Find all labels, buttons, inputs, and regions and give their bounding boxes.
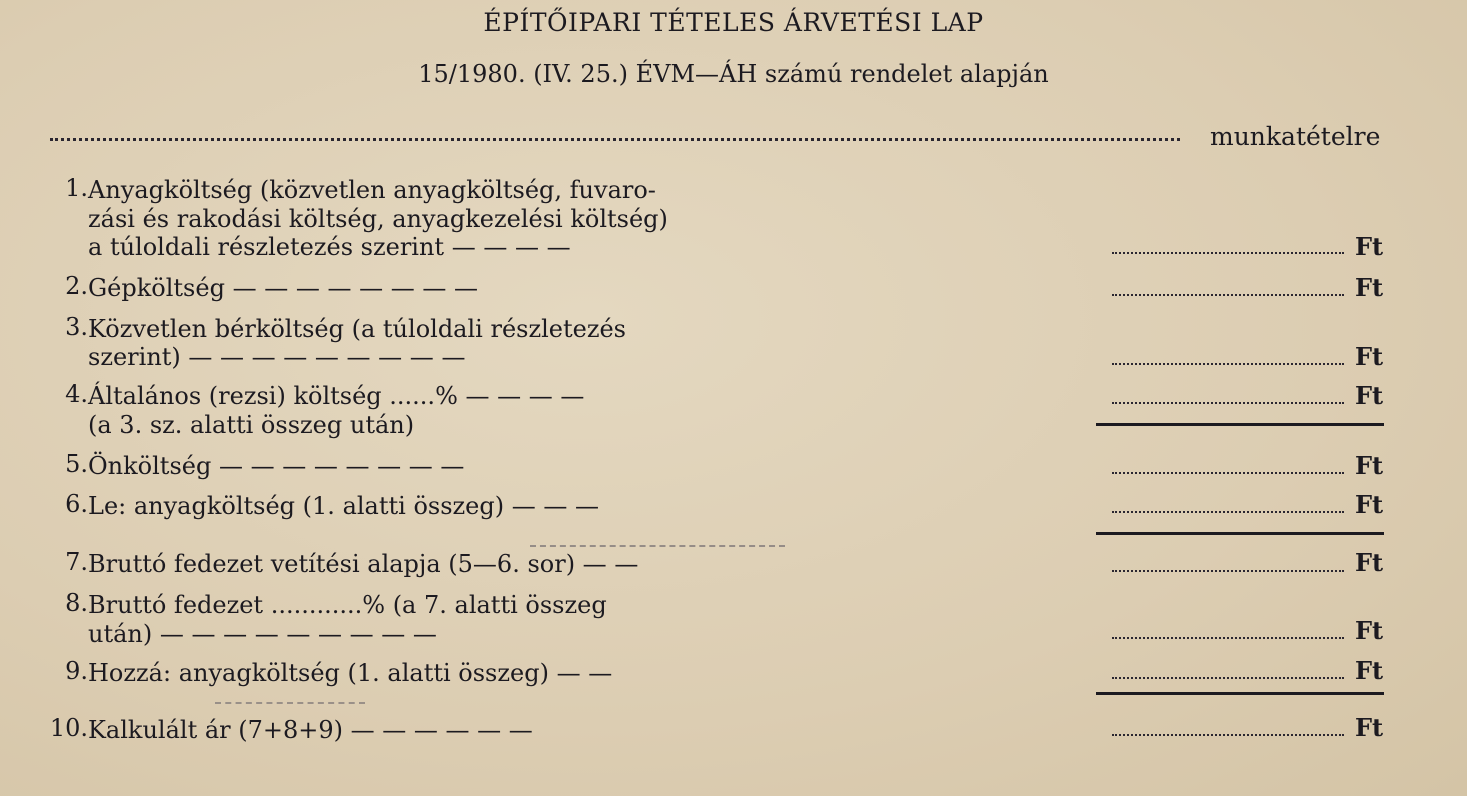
amount-fill-line[interactable] [1112, 637, 1344, 639]
faint-dashed-line [215, 702, 365, 704]
row-label-line: Bruttó fedezet ............% (a 7. alatti összeg [88, 591, 607, 619]
row-label-line: a túloldali részletezés szerint — — — — [88, 233, 571, 261]
row-number: 7. [65, 548, 88, 576]
currency-label: Ft [1355, 656, 1384, 685]
currency-label: Ft [1355, 342, 1384, 371]
amount-fill-line[interactable] [1112, 734, 1344, 736]
row-label-line: Bruttó fedezet vetítési alapja (5—6. sor) — — [88, 550, 639, 578]
amount-fill-line[interactable] [1112, 570, 1344, 572]
row-number: 6. [65, 490, 88, 518]
currency-label: Ft [1355, 232, 1384, 261]
currency-label: Ft [1355, 381, 1384, 410]
row-number: 5. [65, 450, 88, 478]
row-number: 10. [49, 714, 88, 742]
row-number: 8. [65, 589, 88, 617]
row-label-line: Kalkulált ár (7+8+9) — — — — — — [88, 716, 533, 744]
job-item-label: munkatételre [1210, 122, 1381, 151]
currency-label: Ft [1355, 548, 1384, 577]
row-number: 1. [65, 174, 88, 202]
amount-fill-line[interactable] [1112, 511, 1344, 513]
row-label-line: (a 3. sz. alatti összeg után) [88, 411, 415, 439]
row-label-line: szerint) — — — — — — — — — [88, 343, 466, 371]
row-label-line: után) — — — — — — — — — [88, 620, 437, 648]
faint-dashed-line [530, 545, 785, 547]
subtotal-rule [1096, 692, 1384, 695]
amount-fill-line[interactable] [1112, 472, 1344, 474]
form-title: ÉPÍTŐIPARI TÉTELES ÁRVETÉSI LAP [483, 8, 984, 37]
row-label-line: Általános (rezsi) költség ......% — — — — [88, 382, 585, 410]
row-number: 9. [65, 657, 88, 685]
amount-fill-line[interactable] [1112, 402, 1344, 404]
currency-label: Ft [1355, 273, 1384, 302]
amount-fill-line[interactable] [1112, 677, 1344, 679]
subtotal-rule [1096, 532, 1384, 535]
form-subtitle: 15/1980. (IV. 25.) ÉVM—ÁH számú rendelet alapján [418, 60, 1049, 88]
row-label-line: Anyagköltség (közvetlen anyagköltség, fuvaro- [88, 176, 656, 204]
row-number: 4. [65, 380, 88, 408]
currency-label: Ft [1355, 451, 1384, 480]
job-item-fill-line[interactable] [50, 138, 1180, 141]
currency-label: Ft [1355, 713, 1384, 742]
subtotal-rule [1096, 423, 1384, 426]
row-label-line: zási és rakodási költség, anyagkezelési költség) [88, 205, 668, 233]
row-label-line: Önköltség — — — — — — — — [88, 452, 465, 480]
row-label-line: Gépköltség — — — — — — — — [88, 274, 478, 302]
amount-fill-line[interactable] [1112, 294, 1344, 296]
amount-fill-line[interactable] [1112, 252, 1344, 254]
row-label-line: Hozzá: anyagköltség (1. alatti összeg) — — [88, 659, 613, 687]
row-number: 3. [65, 313, 88, 341]
row-label-line: Közvetlen bérköltség (a túloldali részletezés [88, 315, 626, 343]
currency-label: Ft [1355, 490, 1384, 519]
currency-label: Ft [1355, 616, 1384, 645]
amount-fill-line[interactable] [1112, 363, 1344, 365]
row-number: 2. [65, 272, 88, 300]
row-label-line: Le: anyagköltség (1. alatti összeg) — — — [88, 492, 599, 520]
